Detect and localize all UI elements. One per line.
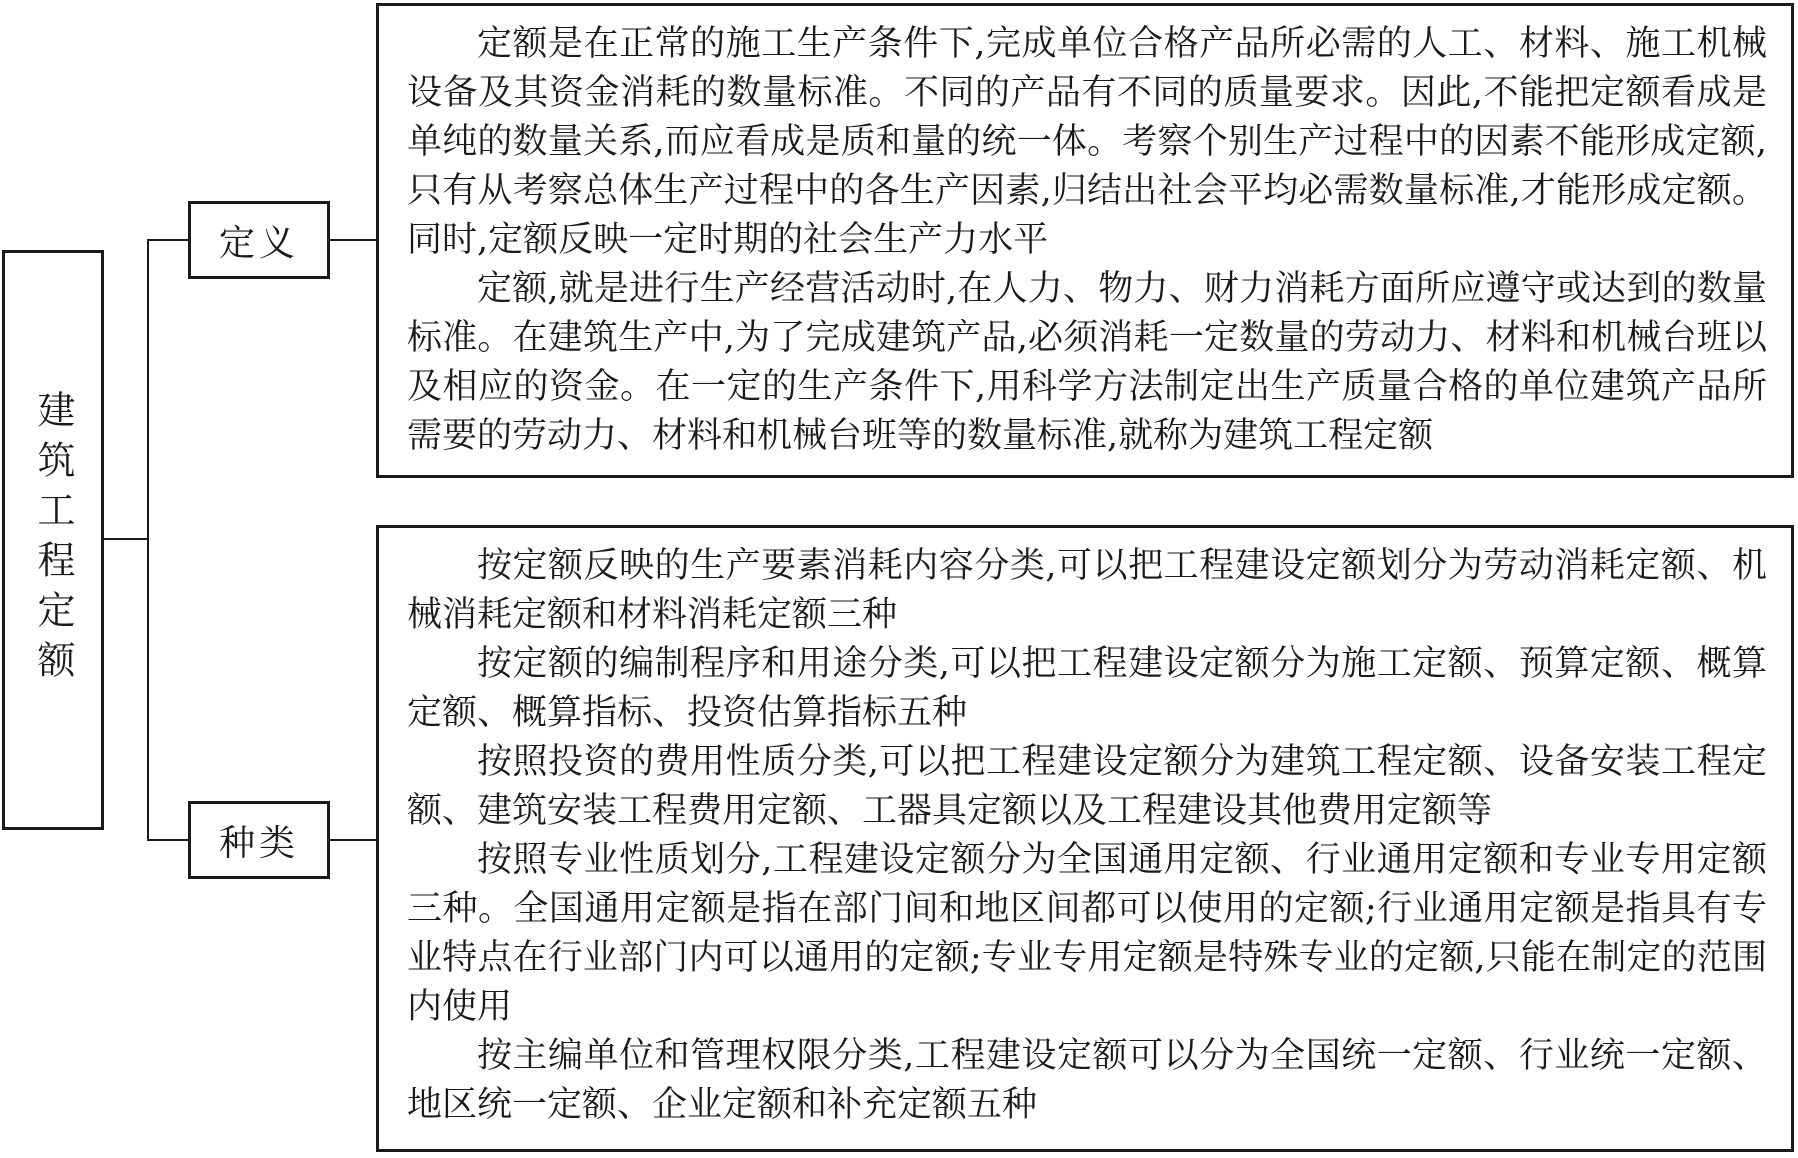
definition-content	[376, 3, 1794, 478]
branch-def-connector	[147, 239, 188, 241]
trunk-vertical-line	[147, 239, 149, 840]
types-content	[376, 525, 1794, 1152]
types-paragraph: 按照专业性质划分,工程建设定额分为全国通用定额、行业通用定额和专业专用定额三种。全国通用定额是指在部门间和地区间都可以使用的定额;行业通用定额是指具有专业特点在行业部门内可以通用的定额;专业专用定额是特殊专业的定额,只能在制定的范围内使用	[407, 840, 1767, 1027]
kind-content-connector	[330, 839, 376, 841]
branch-types	[188, 801, 330, 879]
types-paragraph: 按主编单位和管理权限分类,工程建设定额可以分为全国统一定额、行业统一定额、地区统一定额、企业定额和补充定额五种	[407, 1036, 1767, 1125]
root-label: 建筑工程定额	[31, 390, 75, 690]
types-paragraph: 按照投资的费用性质分类,可以把工程建设定额分为建筑工程定额、设备安装工程定额、建筑安装工程费用定额、工器具定额以及工程建设其他费用定额等	[407, 742, 1767, 831]
definition-paragraph: 定额,就是进行生产经营活动时,在人力、物力、财力消耗方面所应遵守或达到的数量标准。在建筑生产中,为了完成建筑产品,必须消耗一定数量的劳动力、材料和机械台班以及相应的资金。在一定的生产条件下,用科学方法制定出生产质量合格的单位建筑产品所需要的劳动力、材料和机械台班等的数量标准,就称为建筑工程定额	[407, 269, 1767, 456]
root-connector	[104, 538, 148, 540]
definition-paragraph: 定额是在正常的施工生产条件下,完成单位合格产品所必需的人工、材料、施工机械设备及其资金消耗的数量标准。不同的产品有不同的质量要求。因此,不能把定额看成是单纯的数量关系,而应看成是质和量的统一体。考察个别生产过程中的因素不能形成定额,只有从考察总体生产过程中的各生产因素,归结出社会平均必需数量标准,才能形成定额。同时,定额反映一定时期的社会生产力水平	[407, 24, 1767, 260]
def-content-connector	[330, 239, 376, 241]
branch-definition-label: 定义	[218, 222, 299, 264]
root-node	[2, 250, 104, 830]
types-paragraph: 按定额反映的生产要素消耗内容分类,可以把工程建设定额划分为劳动消耗定额、机械消耗定额和材料消耗定额三种	[407, 546, 1767, 635]
branch-definition	[188, 201, 330, 279]
types-paragraph: 按定额的编制程序和用途分类,可以把工程建设定额分为施工定额、预算定额、概算定额、概算指标、投资估算指标五种	[407, 644, 1767, 733]
branch-types-label: 种类	[218, 822, 299, 864]
branch-kind-connector	[147, 839, 188, 841]
